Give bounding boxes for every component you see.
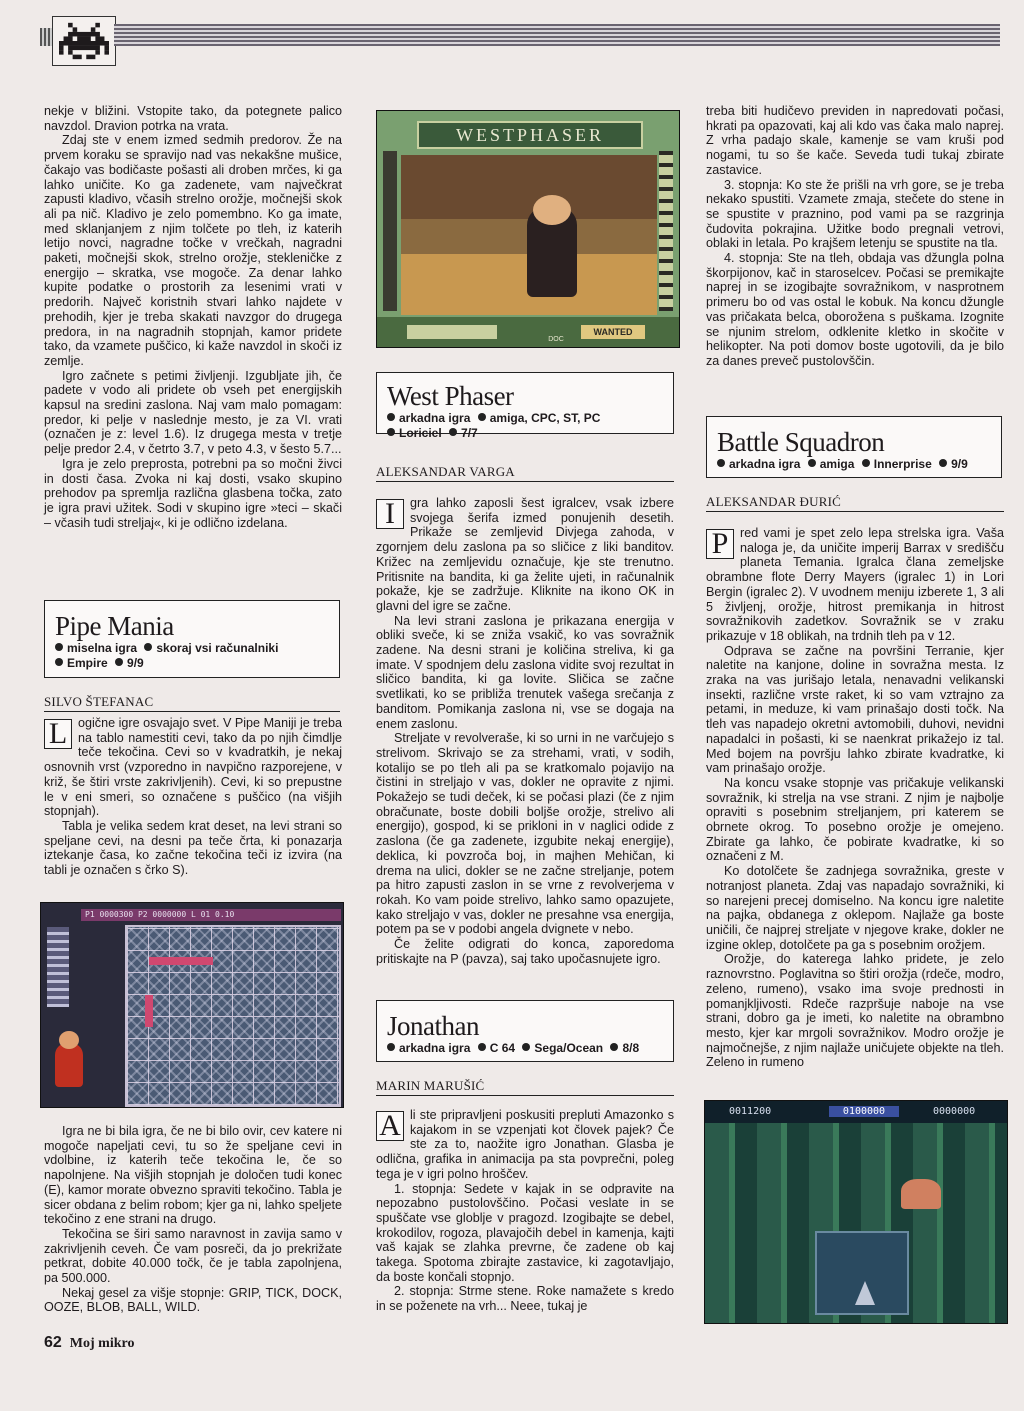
review-byline: SILVO ŠTEFANAC (44, 694, 340, 712)
west-phaser-screenshot (376, 110, 680, 348)
header-band-left (40, 28, 52, 46)
review-title: Pipe Mania (55, 611, 174, 641)
pipe-flow (145, 995, 153, 1027)
paragraph: Tabla je velika sedem krat deset, na levi strani so speljane cevi, na desni pa teče črta, ki ponazarja iztekanje časa, ko začne tekočina teči iz izvira (na tabli je označen s črko S). (44, 818, 342, 878)
score-p1: 0011200 (729, 1106, 772, 1117)
pipe-mania-box (44, 600, 340, 678)
pipe-mania-text-2 (44, 1124, 342, 1315)
doc-label: DOC (548, 336, 564, 343)
review-meta: miselna igra skoraj vsi računalniki Empire 9/9 (55, 641, 339, 671)
hiscore: 0100000 (829, 1106, 899, 1117)
battle-squadron-screenshot (704, 1100, 1008, 1324)
paragraph: Ko dotolčete še zadnjega sovražnika, greste v notranjost planeta. Zdaj vas napadajo sovražniki, ki so narejeni precej domiselno. Na koncu igre naletite na pajka, obdanega z oklepom. Najlaže ga boste uničili, če najprej streljate v njegove krake, dokler ne izgine oklep, dotolčete pa ga s posebnim orožjem. (706, 864, 1004, 952)
plumber-character (55, 1043, 83, 1087)
paragraph: Igra ne bi bila igra, če ne bi bilo ovir, cev katere ni mogoče napeljati cevi, tu so že speljane cevi in vdolbine, iz katerih teče tekočina le, če so napolnjene. Na višjih stopnjah je določen tudi konec (E), kamor morate obvezno spraviti tekočino. Tabla je sicer obdana z belim robom; kjer ga ni, lahko speljete tekočino z ene strani na drugo. (44, 1124, 342, 1227)
screenshot-hud: P1 0000300 P2 0000000 L 01 0.10 (81, 909, 341, 921)
paragraph: ogične igre osvajajo svet. V Pipe Maniji je treba na tablo namestiti cevi, tako da po njih čimdlje teče tekočina. Cevi so v kvadratkih, je nekaj osnovnih vrst (vzporedno in navpično razporejene, v križ, še štiri vrste zakrivljenih). Cevi, ki so prepustne le v eni smeri, so označene s puščico (na višjih stopnjah). (44, 716, 342, 819)
drop-cap: A (376, 1111, 404, 1141)
paragraph: nekje v bližini. Vstopite tako, da potegnete palico navzdol. Dravion potrka na vrata. (44, 104, 342, 133)
drop-cap: I (376, 499, 404, 529)
section-logo (52, 16, 116, 66)
paragraph: Streljate v revolveraše, ki so urni in ne varčujejo s strelivom. Skrivajo se za strehami, vrati, v sodih, kotalijo se po tleh ali pa se kratkomalo pojavijo na čistini in streljajo v vas, dokler ne opravite z njimi. Pokažejo se tudi deček, ki se počasi plazi (če z njim obračunate, boste dobili boljše orožje, strelivo ali energijo), gospod, ki se prikloni in v naglici odide z zaslona (če ga zadenete, izgubite nekaj energije), deklica, ki povzroča boj, in majhen Mehičan, ki drema na ulici, dokler se ne začne streljanje, potem pa hitro zapusti zaslon in se vrne z revolverjema v rokah. Ko vam poide strelivo, lahko samo opazujete, kako streljajo v vas, dokler ne presahne vsa energija, potem pa se v podobi angela dvignete v nebo. (376, 731, 674, 937)
pipe-grid (125, 925, 341, 1107)
page-footer (44, 1334, 134, 1352)
paragraph: 1. stopnja: Sedete v kajak in se odpravite na nepozabno pustolovščino. Počasi veslate in se spuščate vse globlje v pragozd. Izogibajte se debel, krokodilov, rogoza, plavajočih debel in kamenja, kajti vaš kajak se zlahka prevrne, če zadene ob kaj takega. Spotoma zbirajte zastavice, ki zagotavljajo, da boste končali stopnjo. (376, 1181, 674, 1284)
paragraph: Igra je zelo preprosta, potrebni pa so močni živci in dosti časa. Zvoka ni kaj dosti, vsako skupino prehodov pa spremlja različna glasbena točka, zato je igra pravi užitek. Sodi v skupino igre »teci – skači – včasih tudi streljaj«, ki je odlično izdelana. (44, 456, 342, 530)
review-meta: arkadna igra amiga, CPC, ST, PC Loriciel 7/7 (387, 411, 673, 441)
enemy-sprite (901, 1179, 941, 1209)
pipe-mania-text (44, 716, 342, 878)
pipe-queue (47, 927, 69, 1007)
space-invader-icon (59, 22, 109, 60)
west-phaser-text (376, 496, 674, 967)
paragraph: li ste pripravljeni poskusiti prepluti Amazonko s kajakom in se vzpenjati kot človek pajek? Če ste za to, naožite igro Jonathan. Glasba je odlična, grafika in animacija pa sta povprečni, poleg tega je v igri polno hroščev. (376, 1108, 674, 1181)
header-band (114, 24, 1000, 46)
col1-intro (44, 104, 342, 530)
paragraph: treba biti hudičevo previden in napredovati počasi, hkrati pa opazovati, kaj ali kdo vas čaka malo naprej. Z vrha padajo skale, kamenje se vam kruši pod nogami, tu so še kače. Seveda tudi tukaj zbirate zastavice. (706, 104, 1004, 177)
review-title: Battle Squadron (717, 427, 885, 457)
review-byline: ALEKSANDAR ĐURIĆ (706, 494, 1004, 512)
paragraph: Na levi strani zaslona je prikazana energija v obliki sveče, ki se zniža vsakič, ko vas sovražnik zadene. Na desni strani je količina streliva, ki ga imate. V spodnjem delu zaslona vidite svoj rezultat in sličico bandita, ki ga lovite. Sličica se začne svetlikati, ko se približa trenutek vašega srečanja z banditom. Pomikanja zaslona ni, vse se dogaja na enem zaslonu. (376, 613, 674, 731)
wanted-panel: WANTED (581, 325, 645, 339)
review-title: Jonathan (387, 1011, 479, 1041)
review-byline: ALEKSANDAR VARGA (376, 464, 674, 482)
pipe-mania-screenshot (40, 902, 344, 1108)
paragraph: gra lahko zaposli šest igralcev, vsak izbere svojega šerifa izmed ponujenih desetih. Prikaže se zemljevid Divjega zahoda, v zgornjem delu zaslona pa so sličice z liki banditov. Križec na zemljevidu označuje, kje ste trenutno. Pritisnite na bandita, ki ga želite ujeti, in računalnik pokaže, kje se zadržuje. Kliknite na ikono OK in glavni del igre se začne. (376, 496, 674, 613)
jonathan-text (376, 1108, 674, 1314)
west-phaser-box (376, 372, 674, 440)
review-meta: arkadna igra C 64 Sega/Ocean 8/8 (387, 1041, 673, 1056)
screenshot-title: WESTPHASER (417, 121, 643, 149)
col3-continuation (706, 104, 1004, 369)
page-number: 62 (44, 1334, 62, 1351)
paragraph: red vami je spet zelo lepa strelska igra. Vaša naloga je, da uničite imperij Barrax v središču planeta Temania. Igralca člana zemeljske obrambne flote Derry Mayers (igralec 1) in Lori Bergin (igralec 2). V uvodnem meniju izberete 1, 3 ali 5 življenj, orožje, hitrost premikanja in hitrost sovražnikovih zadetkov. Sovražnik se v zraku prikazuje v 18 oblikah, na trdnih tleh pa v 12. (706, 526, 1004, 643)
jonathan-box (376, 1000, 674, 1062)
paragraph: Tekočina se širi samo naravnost in zavija samo v zakrivljenih ceveh. Če vam posreči, da jo prekrižate petkrat, dobite 40.000 točk, če je tabla zapolnjena, pa 500.000. (44, 1226, 342, 1286)
score-panel (407, 325, 497, 339)
drop-cap: P (706, 529, 734, 559)
magazine-name: Moj mikro (69, 1336, 135, 1351)
paragraph: Zdaj ste v enem izmed sedmih predorov. Že na prvem koraku se spravijo nad vas nekakšne mušice, čakajo vas bodičaste pošasti ali droben mrčes, ki ga lahko uničite. Ko ga zadenete, vam največkrat zapusti kladivo, včasih strelno orožje, močnejši skok ali pa nič. Kladivo je zelo pomembno. Ko ga imate, med sklanjanjem z njim tolčete po tleh, iz katerih letijo novci, nagradne točke v vrečkah, nagradni paketi, močnejši skok, strelno orožje, stekleničke z energijo – skratka, vse mogoče. Za denar lahko kupite podatke o prostorih za lesenimi vrati v predorih. Največ koristnih stvari lahko najdete v prehodih, kjer je treba skakati navzgor do drugega predora, in na nagradnih stopnjah, kamor pridete tako, da vzamete puščico, ki kaže navzdol in skoči iz zemlje. (44, 133, 342, 368)
paragraph: Orožje, do katerega lahko pridete, je zelo raznovrstno. Poglavitna so štiri orožja (rdeče, modro, zeleno, rumeno), vsako ima svoje prednosti in pomanjkljivosti. Rdeče razpršuje naboje na vse strani, dobro ga je imeti, ko naletite na obrambno mesto, kjer kar mrgoli sovražnikov. Modro orožje je najmočnejše, z njim najlaže uničujete objekte na tleh. Zeleno in rumeno (706, 952, 1004, 1070)
paragraph: Odprava se začne na površini Terranie, kjer naletite na kanjone, doline in sovražna mesta. Iz zraka na vas jurišajo letala, nenavadni velikanski insekti, različne vrste raket, ki so vam vztrajno za petami, in meduze, ki vam prinašajo dosti točk. Na tleh vas napadejo okretni avtomobili, duhovi, nevidni napadalci in pošasti, ki se naenkrat prikažejo iz tal. Med bojem na površju lahko zbirate kvadratke, ki vam prinašajo orožje. (706, 643, 1004, 776)
ammo-meter (659, 151, 673, 311)
review-title: West Phaser (387, 381, 514, 411)
paragraph: Nekaj gesel za višje stopnje: GRIP, TICK, DOCK, OOZE, BLOB, BALL, WILD. (44, 1285, 342, 1315)
plumber-head (59, 1031, 79, 1049)
battle-squadron-text (706, 526, 1004, 1070)
drop-cap: L (44, 719, 72, 749)
paragraph: Igro začnete s petimi življenji. Izgubljate jih, če padete v vodo ali pridete ob vseh pet energijskih kapsul na sredini zaslona. Naj vam malo pomagam: predor, ki pelje v naslednje mesto, je za VI. vrati (označen je z: level 1.6). Iz drugega mesta v tretje pelje predor 2.4, v četrto 3.7, v peto 4.3, v šesto 5.7... (44, 368, 342, 457)
paragraph: Na koncu vsake stopnje vas pričakuje velikanski sovražnik, ki strelja na vse strani. Z njim je najbolje opraviti s posebnim streljanjem, pri katerem se obrnete okrog. To posebno orožje je omejeno. Zbirate ga lahko, če pobirate kvadratke, ki so označeni z M. (706, 775, 1004, 864)
review-meta: arkadna igra amiga Innerprise 9/9 (717, 457, 1001, 472)
score-p2: 0000000 (933, 1106, 976, 1117)
energy-candle (383, 151, 397, 311)
paragraph: Če želite odigrati do konca, zaporedoma pritiskajte na P (pavza), saj tako upočasnujete igro. (376, 937, 674, 966)
paragraph: 2. stopnja: Strme stene. Roke namažete s kredo in se poženete na vrh... Neee, tukaj je (376, 1284, 674, 1314)
paragraph: 3. stopnja: Ko ste že prišli na vrh gore, se je treba nekako spustiti. Vzamete zmaja, stečete do stene in se spustite v praznino, pod vami pa se razgrinja čudovita pokrajina. Užitke bodo pregnali vetrovi, oblaki in letala. Po krajšem letenju se spustite na tla. (706, 177, 1004, 251)
paragraph: 4. stopnja: Ste na tleh, obdaja vas džungla polna škorpijonov, kač in staroselcev. Počasi se premikajte naprej in se izogibajte sovražnikom, v nasprotnem primeru bo od vas ostal le kobuk. Na koncu džungle vas pričakata belca, oborožena s puškama. Izognite se njunim strelom, odklenite kletko in skočite v helikopter. Na poti domov boste ugotovili, da je bilo za danes preveč pustolovščin. (706, 251, 1004, 368)
bandit-face (533, 195, 571, 225)
review-byline: MARIN MARUŠIĆ (376, 1078, 674, 1096)
battle-squadron-box (706, 416, 1002, 478)
pipe-flow (149, 957, 213, 965)
